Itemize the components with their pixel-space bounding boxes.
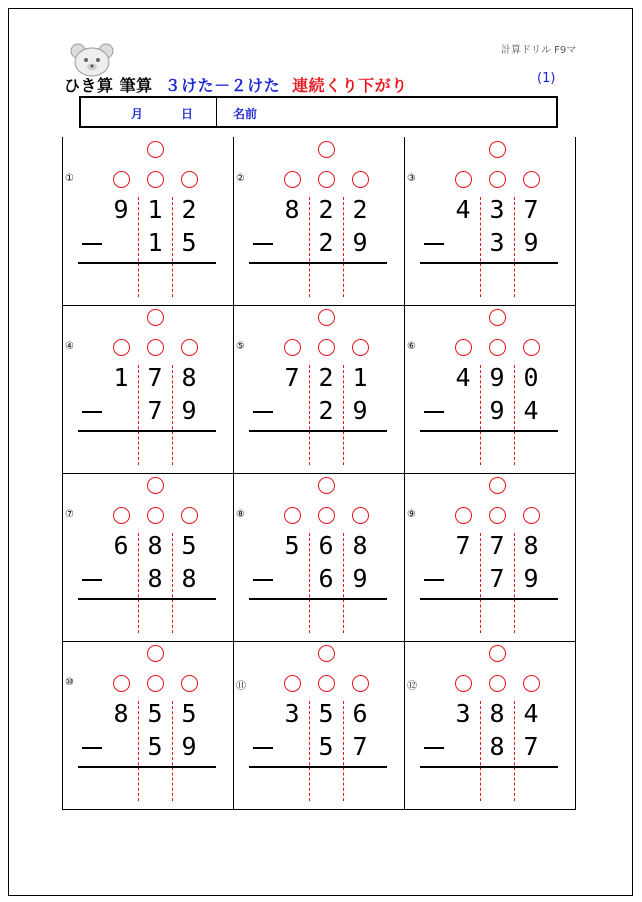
borrow-circle [318,477,335,494]
place-value-guide [514,197,515,297]
minuend-digit: 5 [147,699,163,728]
subtrahend-digit: 8 [181,564,197,593]
borrow-circle [352,507,369,524]
borrow-circle [318,171,335,188]
borrow-circle [147,141,164,158]
minuend-digit: 6 [113,531,129,560]
problem-cell [233,473,404,641]
title-subtraction: ひき算 筆算 [64,76,153,95]
minus-sign [253,747,273,749]
place-value-guide [309,197,310,297]
answer-line [249,430,387,432]
minuend-digit: 1 [352,363,368,392]
borrow-circle [181,339,198,356]
subtrahend-digit: 7 [352,732,368,761]
borrow-circle [523,171,540,188]
place-value-guide [480,197,481,297]
borrow-circle [147,507,164,524]
problem-cell [233,305,404,473]
subtrahend-digit: 7 [523,732,539,761]
minuend-digit: 1 [113,363,129,392]
minuend-digit: 4 [455,363,471,392]
page-number: (1) [537,71,556,86]
minuend-digit: 7 [489,531,505,560]
problem-cell [233,641,404,809]
borrow-circle [113,507,130,524]
borrow-circle [284,171,301,188]
problem-number: ⑪ [236,681,246,692]
borrow-circle [455,171,472,188]
borrow-circle [489,477,506,494]
minuend-digit: 2 [352,195,368,224]
subtrahend-digit: 5 [181,228,197,257]
borrow-circle [489,141,506,158]
minuend-digit: 2 [318,363,334,392]
subtrahend-digit: 6 [318,564,334,593]
subtrahend-digit: 9 [523,228,539,257]
minuend-digit: 8 [352,531,368,560]
borrow-circle [455,675,472,692]
subtrahend-digit: 9 [523,564,539,593]
minus-sign [82,243,102,245]
minus-sign [424,243,444,245]
answer-line [420,766,558,768]
minuend-digit: 5 [284,531,300,560]
subtrahend-digit: 9 [352,228,368,257]
minuend-digit: 3 [455,699,471,728]
answer-line [78,598,216,600]
answer-line [249,262,387,264]
subtrahend-digit: 1 [147,228,163,257]
borrow-circle [489,309,506,326]
problem-cell [404,305,575,473]
minuend-digit: 2 [181,195,197,224]
problem-number: ⑨ [407,509,416,520]
borrow-circle [147,171,164,188]
borrow-circle [318,507,335,524]
borrow-circle [318,645,335,662]
minuend-digit: 4 [455,195,471,224]
borrow-circle [489,645,506,662]
minuend-digit: 8 [147,531,163,560]
place-value-guide [343,533,344,633]
borrow-circle [455,339,472,356]
minuend-digit: 1 [147,195,163,224]
minuend-digit: 5 [318,699,334,728]
problem-grid [62,137,576,810]
borrow-circle [455,507,472,524]
problem-number: ③ [407,173,416,184]
place-value-guide [514,365,515,465]
borrow-circle [352,171,369,188]
problem-number: ① [65,173,74,184]
month-label: 月 [131,107,144,121]
borrow-circle [181,675,198,692]
borrow-circle [113,339,130,356]
borrow-circle [489,171,506,188]
name-label: 名前 [233,107,258,121]
minuend-digit: 4 [523,699,539,728]
place-value-guide [138,365,139,465]
problem-cell [62,137,233,305]
answer-line [420,430,558,432]
place-value-guide [172,533,173,633]
borrow-circle [147,309,164,326]
problem-cell [404,137,575,305]
borrow-circle [147,477,164,494]
subtrahend-digit: 9 [181,396,197,425]
minuend-digit: 8 [113,699,129,728]
subtrahend-digit: 8 [147,564,163,593]
answer-line [249,766,387,768]
title-borrowing: 連続くり下がり [292,76,408,95]
subtrahend-digit: 4 [523,396,539,425]
borrow-circle [181,507,198,524]
place-value-guide [138,701,139,801]
problem-number: ⑫ [407,681,417,692]
minuend-digit: 7 [523,195,539,224]
subtrahend-digit: 7 [147,396,163,425]
minuend-digit: 6 [318,531,334,560]
minuend-digit: 7 [455,531,471,560]
place-value-guide [480,365,481,465]
answer-line [78,262,216,264]
brand-label: 計算ドリル F9マ [501,45,577,56]
borrow-circle [523,675,540,692]
subtrahend-digit: 8 [489,732,505,761]
borrow-circle [284,507,301,524]
minus-sign [253,579,273,581]
borrow-circle [318,309,335,326]
minuend-digit: 3 [489,195,505,224]
place-value-guide [172,197,173,297]
subtrahend-digit: 9 [181,732,197,761]
place-value-guide [514,701,515,801]
minuend-digit: 8 [181,363,197,392]
place-value-guide [309,533,310,633]
place-value-guide [343,365,344,465]
subtrahend-digit: 5 [147,732,163,761]
minuend-digit: 2 [318,195,334,224]
minus-sign [424,411,444,413]
borrow-circle [523,339,540,356]
minuend-digit: 5 [181,699,197,728]
place-value-guide [343,197,344,297]
problem-cell [62,305,233,473]
problem-number: ② [236,173,245,184]
minuend-digit: 3 [284,699,300,728]
day-label: 日 [181,107,194,121]
subtrahend-digit: 2 [318,396,334,425]
name-box [79,96,558,128]
borrow-circle [181,171,198,188]
minuend-digit: 7 [284,363,300,392]
place-value-guide [309,701,310,801]
subtrahend-digit: 9 [352,396,368,425]
minus-sign [82,579,102,581]
minuend-digit: 6 [352,699,368,728]
borrow-circle [284,339,301,356]
place-value-guide [480,533,481,633]
problem-cell [62,473,233,641]
borrow-circle [318,339,335,356]
minuend-digit: 9 [113,195,129,224]
problem-cell [233,137,404,305]
title-digits: ３けた－２けた [164,76,281,95]
problem-number: ⑧ [236,509,245,520]
minuend-digit: 8 [489,699,505,728]
place-value-guide [138,533,139,633]
answer-line [420,262,558,264]
answer-line [78,766,216,768]
subtrahend-digit: 5 [318,732,334,761]
subtrahend-digit: 7 [489,564,505,593]
place-value-guide [172,701,173,801]
minuend-digit: 9 [489,363,505,392]
place-value-guide [480,701,481,801]
answer-line [420,598,558,600]
borrow-circle [318,675,335,692]
problem-cell [404,641,575,809]
place-value-guide [343,701,344,801]
minuend-digit: 7 [147,363,163,392]
borrow-circle [523,507,540,524]
borrow-circle [147,675,164,692]
subtrahend-digit: 2 [318,228,334,257]
place-value-guide [514,533,515,633]
problem-number: ⑦ [65,509,74,520]
place-value-guide [309,365,310,465]
problem-cell [62,641,233,809]
subtrahend-digit: 9 [352,564,368,593]
problem-number: ⑤ [236,341,245,352]
minus-sign [82,411,102,413]
minus-sign [253,411,273,413]
problem-number: ⑩ [65,677,74,688]
borrow-circle [318,141,335,158]
borrow-circle [489,339,506,356]
borrow-circle [147,339,164,356]
borrow-circle [147,645,164,662]
minus-sign [424,579,444,581]
borrow-circle [113,171,130,188]
minus-sign [424,747,444,749]
minuend-digit: 8 [523,531,539,560]
minus-sign [82,747,102,749]
borrow-circle [352,675,369,692]
minuend-digit: 0 [523,363,539,392]
borrow-circle [113,675,130,692]
page-title [64,73,408,96]
answer-line [78,430,216,432]
place-value-guide [138,197,139,297]
borrow-circle [284,675,301,692]
borrow-circle [489,675,506,692]
borrow-circle [489,507,506,524]
minuend-digit: 8 [284,195,300,224]
problem-number: ⑥ [407,341,416,352]
name-box-divider [216,98,217,126]
subtrahend-digit: 3 [489,228,505,257]
answer-line [249,598,387,600]
problem-number: ④ [65,341,74,352]
subtrahend-digit: 9 [489,396,505,425]
borrow-circle [352,339,369,356]
minus-sign [253,243,273,245]
place-value-guide [172,365,173,465]
minuend-digit: 5 [181,531,197,560]
problem-cell [404,473,575,641]
